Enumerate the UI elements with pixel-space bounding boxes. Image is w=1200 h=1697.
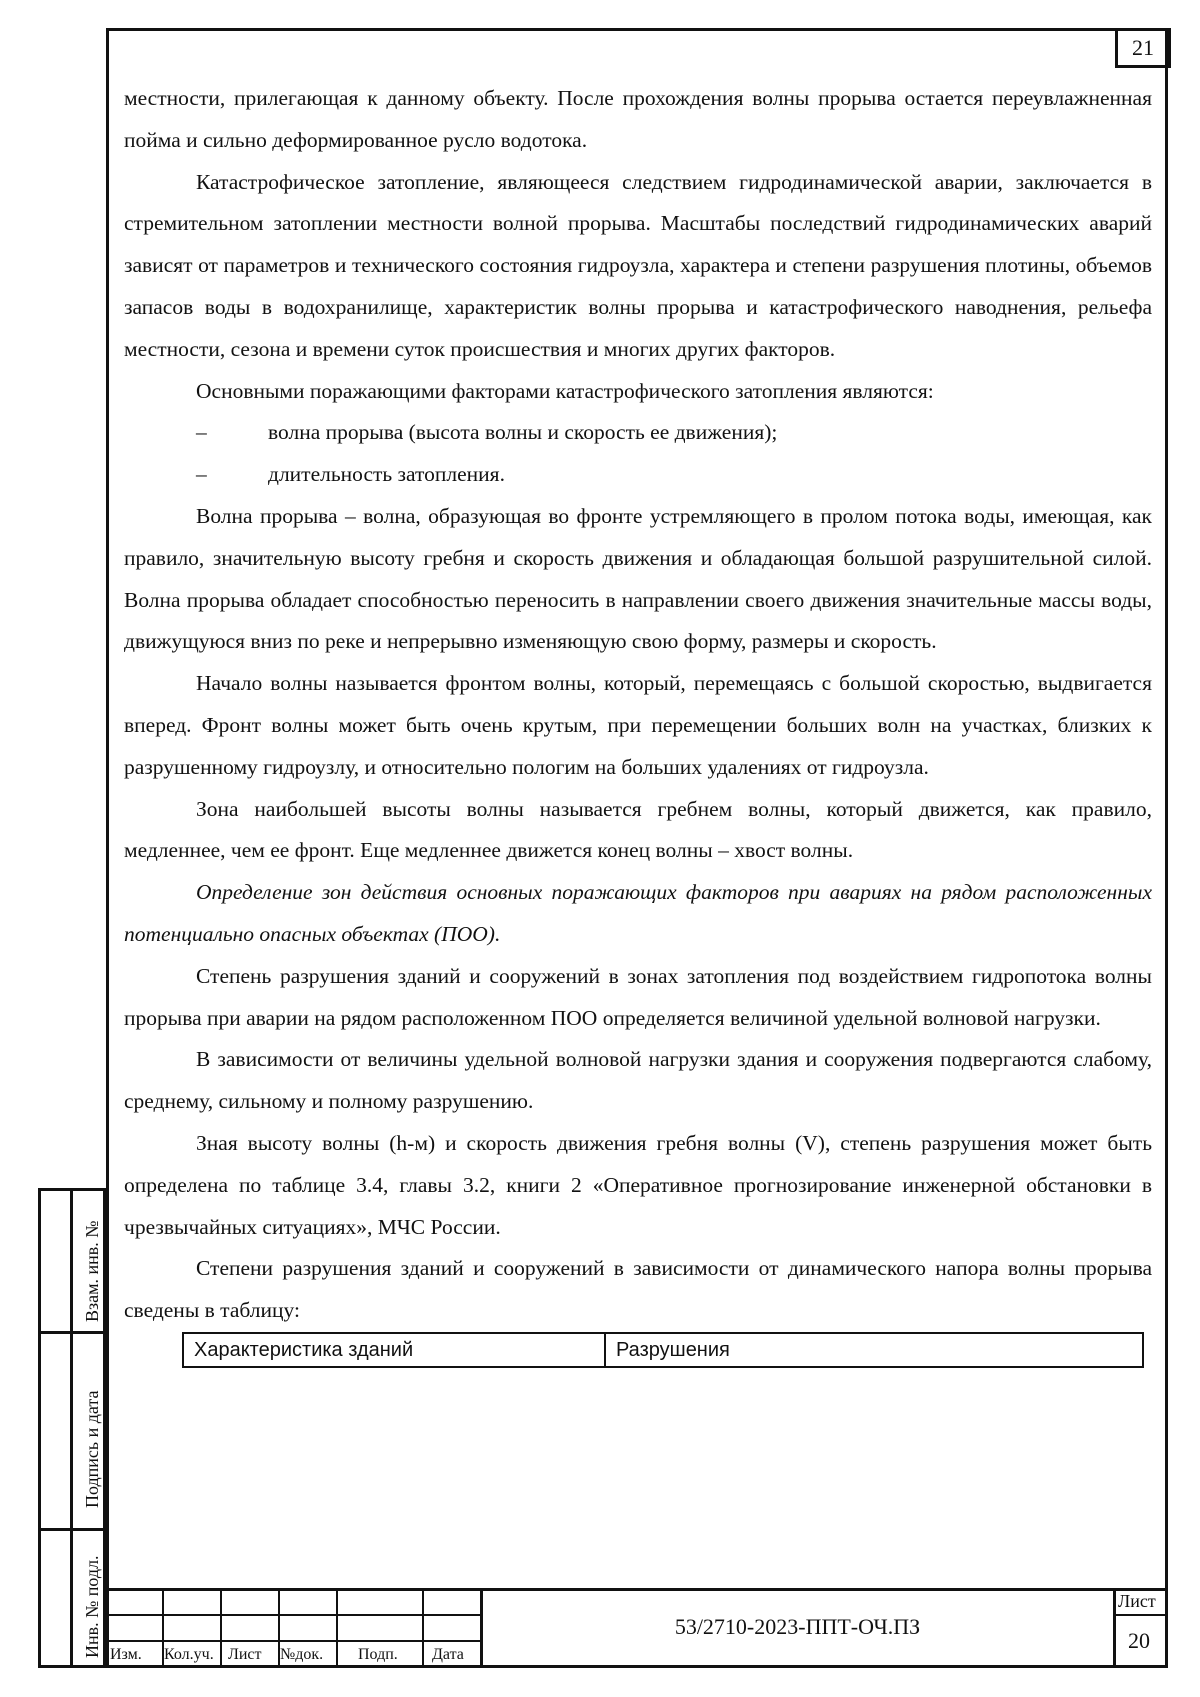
table-header-cell: Разрушения [605, 1333, 1143, 1367]
document-code: 53/2710-2023-ППТ-ОЧ.ПЗ [674, 1614, 921, 1639]
title-block [106, 1588, 1168, 1668]
stamp-col-label: Лист [228, 1646, 262, 1663]
stamp-col-line [220, 1588, 222, 1668]
sheet-number: 20 [1128, 1628, 1150, 1653]
stamp-top-line [106, 1588, 1168, 1591]
stamp-sheet-line [1113, 1614, 1168, 1616]
paragraph: местности, прилегающая к данному объекту. После прохождения волны прорыва остается переувлажненная пойма и сильно деформированное русло водотока. [124, 86, 1152, 152]
paragraph: Зона наибольшей высоты волны называется гребнем волны, который движется, как правило, медленнее, чем ее фронт. Еще медленнее движется конец волны – хвост волны. [124, 796, 1152, 863]
stamp-col-line [336, 1588, 338, 1668]
stamp-col-line [422, 1588, 424, 1668]
table-header-cell: Характеристика зданий [183, 1333, 605, 1367]
list-item-text: длительность затопления. [268, 462, 505, 487]
paragraph: Степень разрушения зданий и сооружений в зонах затопления под воздействием гидропотока волны прорыва при аварии на рядом расположенном ПОО определяется величиной удельной волновой нагрузки. [124, 963, 1152, 1030]
side-label-podpis: Подпись и дата [82, 1390, 102, 1508]
paragraph: Степени разрушения зданий и сооружений в зависимости от динамического напора волны прорыва сведены в таблицу: [124, 1256, 1152, 1323]
side-label-vzam: Взам. инв. № [82, 1220, 102, 1322]
paragraph: Катастрофическое затопление, являющееся следствием гидродинамической аварии, заключается в стремительном затоплении местности волной прорыва. Масштабы последствий гидродинамических аварий зависят от параметров и технического состояния гидроузла, характера и степени разрушения плотины, объемов запасов воды в водохранилище, характеристик волны прорыва и катастрофического наводнения, рельефа местности, сезона и времени суток происшествия и многих других факторов. [124, 169, 1152, 361]
dash-marker: – [196, 420, 207, 445]
sheet-label: Лист [1118, 1591, 1156, 1611]
stamp-col-label: Изм. [110, 1646, 142, 1663]
paragraph: В зависимости от величины удельной волновой нагрузки здания и сооружения подвергаются слабому, среднему, сильному и полному разрушению. [124, 1047, 1152, 1114]
paragraph: Основными поражающими факторами катастрофического затопления являются: [196, 378, 934, 403]
list-item-text: волна прорыва (высота волны и скорость ее движения); [268, 420, 778, 445]
italic-heading: Определение зон действия основных поражающих факторов при авариях на рядом расположенных потенциально опасных объектах (ПОО). [124, 880, 1152, 946]
side-label-inv: Инв. № подл. [82, 1555, 102, 1658]
paragraph: Начало волны называется фронтом волны, который, перемещаясь с большой скоростью, выдвигается вперед. Фронт волны может быть очень крутым, при перемещении больших волн на участках, близких к разрушенному гидроузлу, и относительно пологим на больших удалениях от гидроузла. [124, 671, 1152, 779]
destruction-table [182, 1332, 1144, 1368]
dash-marker: – [196, 462, 207, 487]
list-item [124, 412, 1152, 454]
stamp-col-line [1113, 1588, 1116, 1668]
table-header-row [183, 1333, 1143, 1367]
stamp-col-label: Дата [432, 1646, 464, 1663]
stamp-col-label: Подп. [358, 1646, 398, 1663]
document-body [124, 78, 1152, 1368]
paragraph: Зная высоту волны (h-м) и скорость движения гребня волны (V), степень разрушения может быть определена по таблице 3.4, главы 3.2, книги 2 «Оперативное прогнозирование инженерной обстановки в чрезвычайных ситуациях», МЧС России. [124, 1130, 1152, 1239]
paragraph: Волна прорыва – волна, образующая во фронте устремляющего в пролом потока воды, имеющая, как правило, значительную высоту гребня и скорость движения и обладающая большой разрушительной силой. Волна прорыва обладает способностью переносить в направлении своего движения значительные массы воды, движущуюся вниз по реке и непрерывно изменяющую свою форму, размеры и скорость. [124, 503, 1152, 654]
list-item [124, 454, 1152, 496]
stamp-col-label: Кол.уч. [164, 1646, 214, 1663]
side-divider [70, 1188, 73, 1668]
stamp-col-label: №док. [280, 1646, 324, 1663]
top-page-number: 21 [1115, 28, 1171, 68]
